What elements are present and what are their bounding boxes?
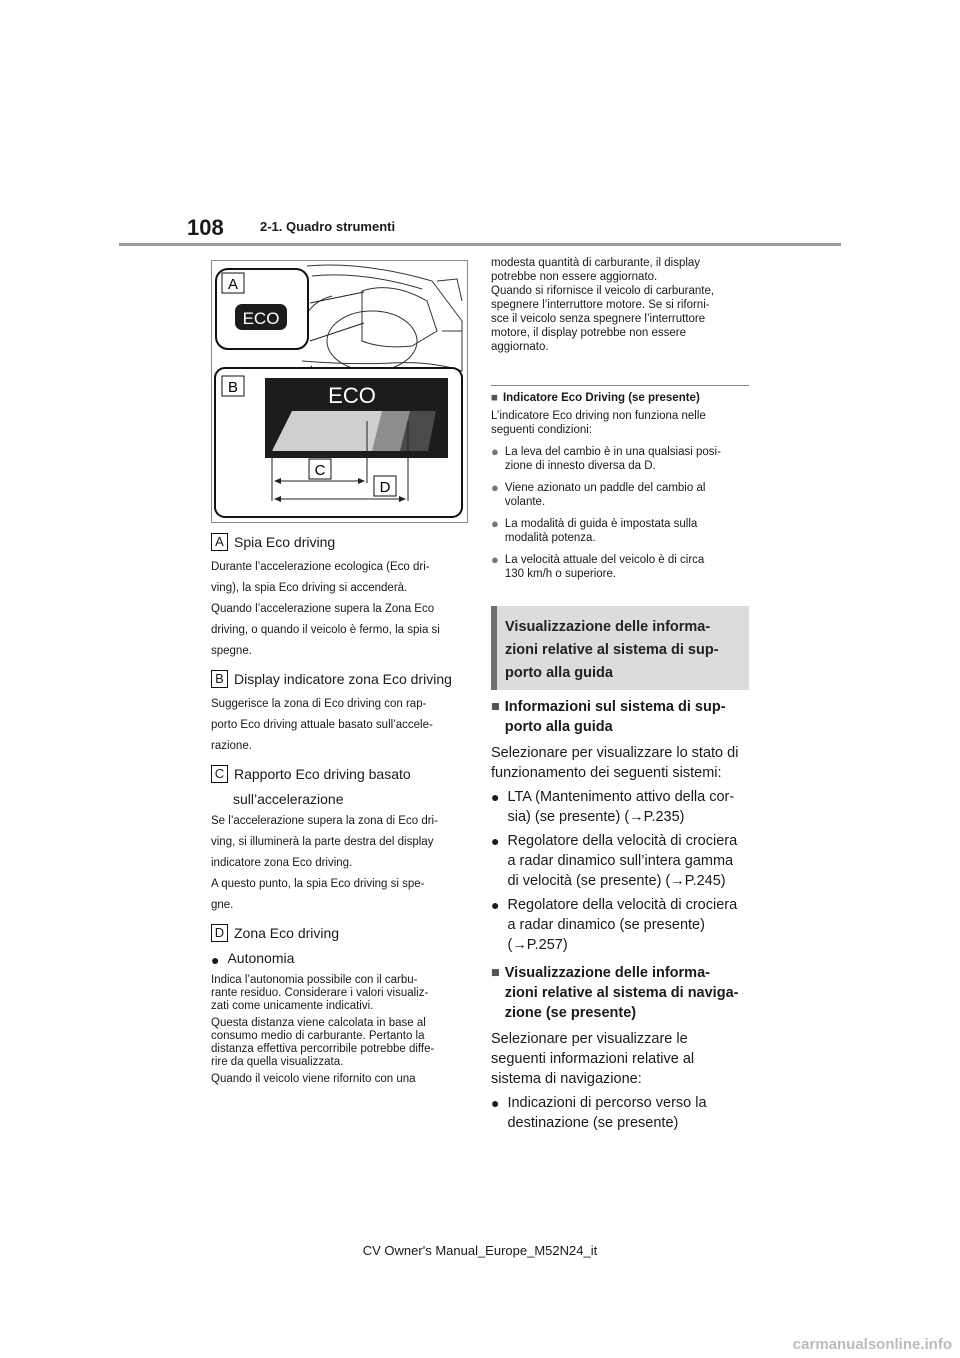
text-line: volante. — [504, 496, 546, 508]
text-line: spegnere l’interruttore motore. Se si riforni- — [491, 299, 710, 311]
nav-item — [491, 1093, 753, 1133]
callout-b-letter: B — [227, 379, 239, 396]
text-line: Indica l’autonomia possibile con il carbu- — [211, 974, 418, 986]
text-line: seguenti condizioni: — [491, 424, 593, 436]
text-line: Durante l’accelerazione ecologica (Eco dri- — [211, 561, 430, 573]
autonomia-p3: Quando il veicolo viene rifornito con una — [211, 1073, 416, 1085]
item-c-title: Rapporto Eco driving basato — [234, 766, 411, 782]
text-line: Visualizzazione delle informa- — [505, 619, 711, 635]
text-line: rante residuo. Considerare i valori visualiz- — [211, 987, 429, 999]
nav-heading — [491, 963, 753, 1023]
square-bullet-icon: ■ — [491, 392, 498, 404]
text-line: sistema di navigazione: — [491, 1071, 642, 1087]
info-heading — [491, 697, 753, 737]
text-line: Regolatore della velocità di crociera — [507, 833, 738, 849]
indicator-section — [491, 391, 753, 581]
section-heading-title — [505, 616, 745, 685]
text-line: a radar dinamico sull’intera gamma — [507, 853, 734, 869]
item-b-title: Display indicatore zona Eco driving — [234, 671, 452, 687]
text-line: A questo punto, la spia Eco driving si spe- — [211, 878, 425, 890]
text-line: zati come unicamente indicativi. — [211, 1000, 374, 1012]
eco-display-text: ECO — [328, 383, 376, 408]
text-line: ving), la spia Eco driving si accenderà. — [211, 582, 408, 594]
bullet-icon: ● — [491, 789, 500, 805]
page-number: 108 — [187, 215, 224, 240]
item-a-title: Spia Eco driving — [234, 534, 336, 550]
system-item — [491, 895, 753, 955]
info-intro — [491, 743, 753, 783]
left-column — [211, 533, 471, 1086]
text-line: aggiornato. — [491, 341, 549, 353]
item-a-text — [211, 557, 471, 662]
text-line: modalità potenza. — [504, 532, 596, 544]
text-line: consumo medio di carburante. Pertanto la — [211, 1030, 425, 1042]
bullet-icon: ● — [211, 952, 220, 968]
text-line: La leva del cambio è in una qualsiasi posi- — [504, 446, 721, 458]
condition-item — [491, 553, 753, 581]
driving-support-section — [491, 697, 753, 1133]
manual-id: CV Owner's Manual_Europe_M52N24_it — [362, 1243, 598, 1258]
item-c-title-cont: sull’accelerazione — [233, 791, 344, 807]
callout-c-letter: C — [314, 462, 326, 479]
text-line: rire da quella visualizzata. — [211, 1056, 344, 1068]
bullet-icon: ● — [491, 552, 499, 567]
autonomia-p2 — [211, 1017, 471, 1069]
condition-item — [491, 481, 753, 509]
text-line: seguenti informazioni relative al — [491, 1051, 695, 1067]
text-line: Suggerisce la zona di Eco driving con rap- — [211, 698, 427, 710]
page-reference[interactable]: sia) (se presente) (→P.235) — [507, 809, 685, 825]
condition-item — [491, 445, 753, 473]
text-line: zione di innesto diversa da D. — [504, 460, 656, 472]
text-line: funzionamento dei seguenti sistemi: — [491, 765, 722, 781]
bullet-icon: ● — [491, 833, 500, 849]
bullet-icon: ● — [491, 1095, 500, 1111]
condition-item — [491, 517, 753, 545]
text-line: a radar dinamico (se presente) — [507, 917, 705, 933]
text-line: La modalità di guida è impostata sulla — [504, 518, 698, 530]
text-line: indicatore zona Eco driving. — [211, 857, 353, 869]
text-line: Selezionare per visualizzare le — [491, 1031, 688, 1047]
item-c-text — [211, 811, 471, 916]
text-line: Se l’accelerazione supera la zona di Eco dri- — [211, 815, 438, 827]
text-line: porto alla guida — [505, 665, 613, 681]
square-bullet-icon: ■ — [491, 699, 500, 715]
text-line: Visualizzazione delle informa- — [504, 965, 710, 981]
autonomia-p1 — [211, 974, 471, 1013]
bullet-icon: ● — [491, 516, 499, 531]
text-line: sce il veicolo senza spegnere l’interruttore — [491, 313, 706, 325]
item-a-letter: A — [211, 533, 228, 551]
text-line: 130 km/h o superiore. — [504, 568, 617, 580]
text-line: Quando l’accelerazione supera la Zona Eco — [211, 603, 435, 615]
bullet-icon: ● — [491, 897, 500, 913]
callout-d-letter: D — [379, 479, 391, 496]
autonomia-title: Autonomia — [227, 950, 295, 966]
text-line: destinazione (se presente) — [507, 1115, 679, 1131]
text-line: L’indicatore Eco driving non funziona nelle — [491, 410, 706, 422]
item-b-heading — [211, 670, 471, 688]
text-line: Questa distanza viene calcolata in base al — [211, 1017, 426, 1029]
bullet-icon: ● — [491, 444, 499, 459]
bullet-icon: ● — [491, 480, 499, 495]
text-line: modesta quantità di carburante, il display — [491, 257, 701, 269]
text-line: Quando si rifornisce il veicolo di carburante, — [491, 285, 715, 297]
text-line: zione (se presente) — [504, 1005, 637, 1021]
text-line: distanza effettiva percorribile potrebbe diffe- — [211, 1043, 435, 1055]
system-item — [491, 831, 753, 891]
text-line: gne. — [211, 899, 234, 911]
item-b-letter: B — [211, 670, 228, 688]
header-rule — [119, 243, 841, 246]
item-c-letter: C — [211, 765, 228, 783]
section-heading-accent — [491, 606, 497, 690]
callout-a-letter: A — [227, 276, 239, 293]
text-line: razione. — [211, 740, 252, 752]
watermark: carmanualsonline.info — [792, 1336, 952, 1353]
item-d-heading — [211, 924, 471, 942]
text-line: Informazioni sul sistema di sup- — [504, 699, 726, 715]
page-reference[interactable]: (→P.257) — [507, 937, 568, 953]
text-line: Viene azionato un paddle del cambio al — [504, 482, 706, 494]
system-item — [491, 787, 753, 827]
text-line: potrebbe non essere aggiornato. — [491, 271, 658, 283]
text-line: Selezionare per visualizzare lo stato di — [491, 745, 739, 761]
text-line: porto alla guida — [504, 719, 613, 735]
item-d-letter: D — [211, 924, 228, 942]
autonomia-heading — [211, 950, 471, 970]
text-line: Regolatore della velocità di crociera — [507, 897, 738, 913]
text-line: porto Eco driving attuale basato sull’accele- — [211, 719, 433, 731]
item-c-heading — [211, 765, 471, 783]
item-d-title: Zona Eco driving — [234, 925, 340, 941]
text-line: ving, si illuminerà la parte destra del display — [211, 836, 434, 848]
section-divider — [491, 385, 749, 386]
indicator-heading — [491, 391, 753, 405]
text-line: motore, il display potrebbe non essere — [491, 327, 686, 339]
page-reference[interactable]: di velocità (se presente) (→P.245) — [507, 873, 726, 889]
dashboard-sketch — [302, 265, 462, 371]
text-line: Indicazioni di percorso verso la — [507, 1095, 707, 1111]
indicator-intro — [491, 409, 753, 437]
item-a-heading — [211, 533, 471, 551]
item-b-text — [211, 694, 471, 757]
right-continuation — [491, 256, 753, 354]
section-title: 2-1. Quadro strumenti — [260, 219, 396, 234]
instrument-figure — [211, 260, 468, 523]
text-line: La velocità attuale del veicolo è di circa — [504, 554, 705, 566]
text-line: zioni relative al sistema di sup- — [505, 642, 719, 658]
text-line: spegne. — [211, 645, 252, 657]
nav-intro — [491, 1029, 753, 1089]
instrument-illustration — [212, 261, 467, 522]
text-line: driving, o quando il veicolo è fermo, la spia si — [211, 624, 440, 636]
indicator-title: Indicatore Eco Driving (se presente) — [502, 392, 700, 404]
eco-badge-text: ECO — [242, 309, 280, 328]
text-line: zioni relative al sistema di naviga- — [504, 985, 739, 1001]
square-bullet-icon: ■ — [491, 965, 500, 981]
text-line: LTA (Mantenimento attivo della cor- — [507, 789, 735, 805]
